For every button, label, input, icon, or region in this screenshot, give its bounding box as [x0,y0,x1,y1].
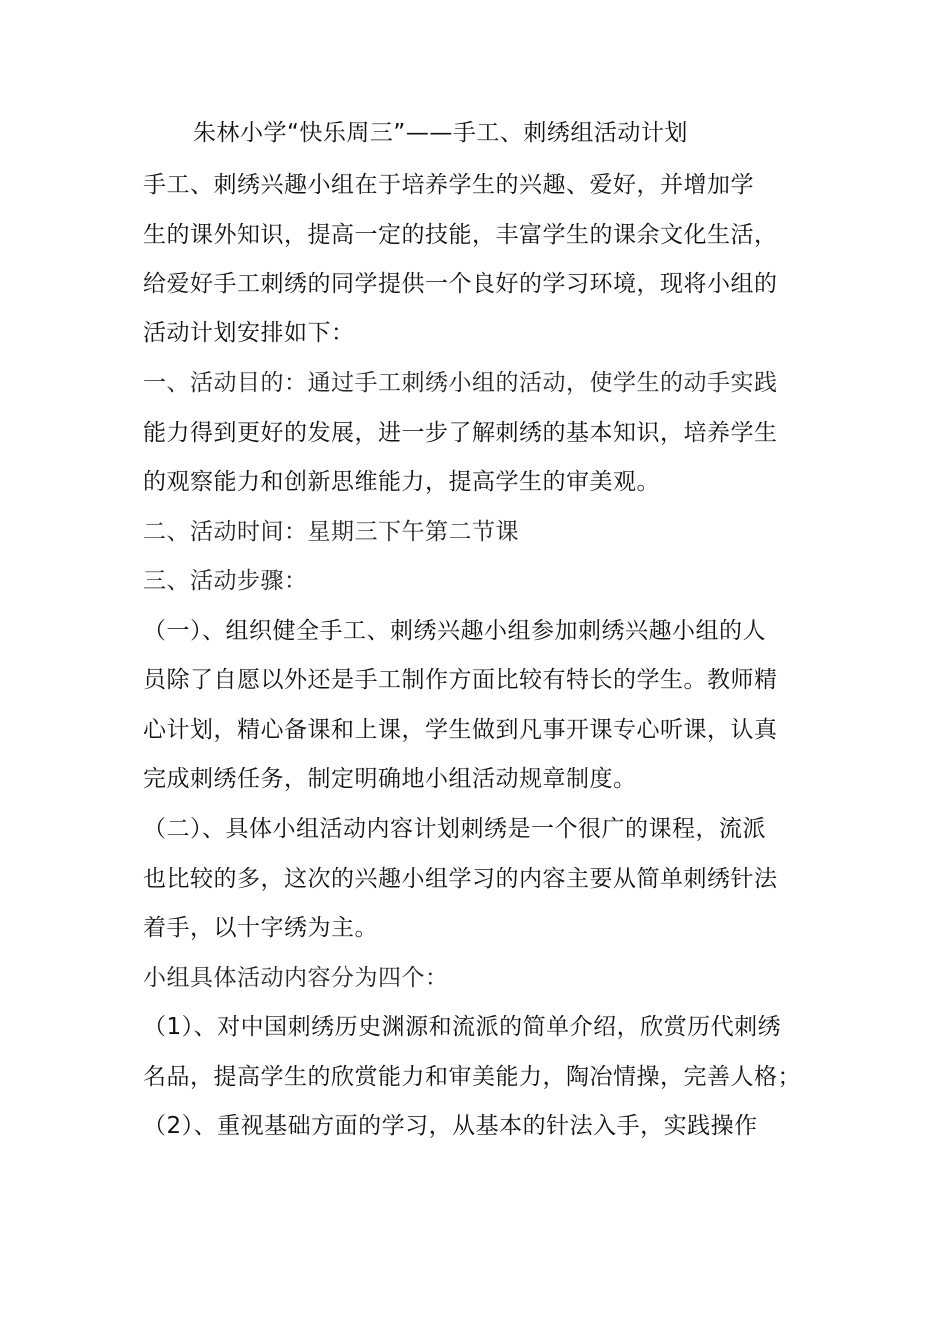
paragraph-line: 也比较的多，这次的兴趣小组学习的内容主要从简单刺绣针法 [143,866,778,892]
paragraph-line: （二）、具体小组活动内容计划刺绣是一个很广的课程，流派 [143,816,766,842]
paragraph-line: （2）、重视基础方面的学习，从基本的针法入手，实践操作 [143,1113,758,1139]
document-title: 朱林小学“快乐周三”——手工、刺绣组活动计划 [193,120,688,146]
paragraph-line: 小组具体活动内容分为四个： [143,965,449,991]
paragraph-line: 的观察能力和创新思维能力，提高学生的审美观。 [143,469,660,495]
paragraph-line: 活动计划安排如下： [143,320,355,346]
paragraph-line: 心计划，精心备课和上课，学生做到凡事开课专心听课，认真 [143,717,778,743]
paragraph-line: （一）、组织健全手工、刺绣兴趣小组参加刺绣兴趣小组的人 [143,618,766,644]
paragraph-line: 给爱好手工刺绣的同学提供一个良好的学习环境，现将小组的 [143,271,778,297]
paragraph-line: 生的课外知识，提高一定的技能，丰富学生的课余文化生活， [143,222,778,248]
paragraph-line: 能力得到更好的发展，进一步了解刺绣的基本知识，培养学生 [143,420,778,446]
section-heading-time: 二、活动时间：星期三下午第二节课 [143,519,519,545]
paragraph-line: （1）、对中国刺绣历史渊源和流派的简单介绍，欣赏历代刺绣 [143,1014,782,1040]
paragraph-line: 着手，以十字绣为主。 [143,915,378,941]
paragraph-line: 手工、刺绣兴趣小组在于培养学生的兴趣、爱好，并增加学 [143,172,754,198]
paragraph-line: 名品，提高学生的欣赏能力和审美能力，陶冶情操，完善人格； [143,1064,801,1090]
section-heading-purpose: 一、活动目的：通过手工刺绣小组的活动，使学生的动手实践 [143,370,778,396]
section-heading-steps: 三、活动步骤： [143,568,308,594]
paragraph-line: 员除了自愿以外还是手工制作方面比较有特长的学生。教师精 [143,667,778,693]
paragraph-line: 完成刺绣任务，制定明确地小组活动规章制度。 [143,766,637,792]
